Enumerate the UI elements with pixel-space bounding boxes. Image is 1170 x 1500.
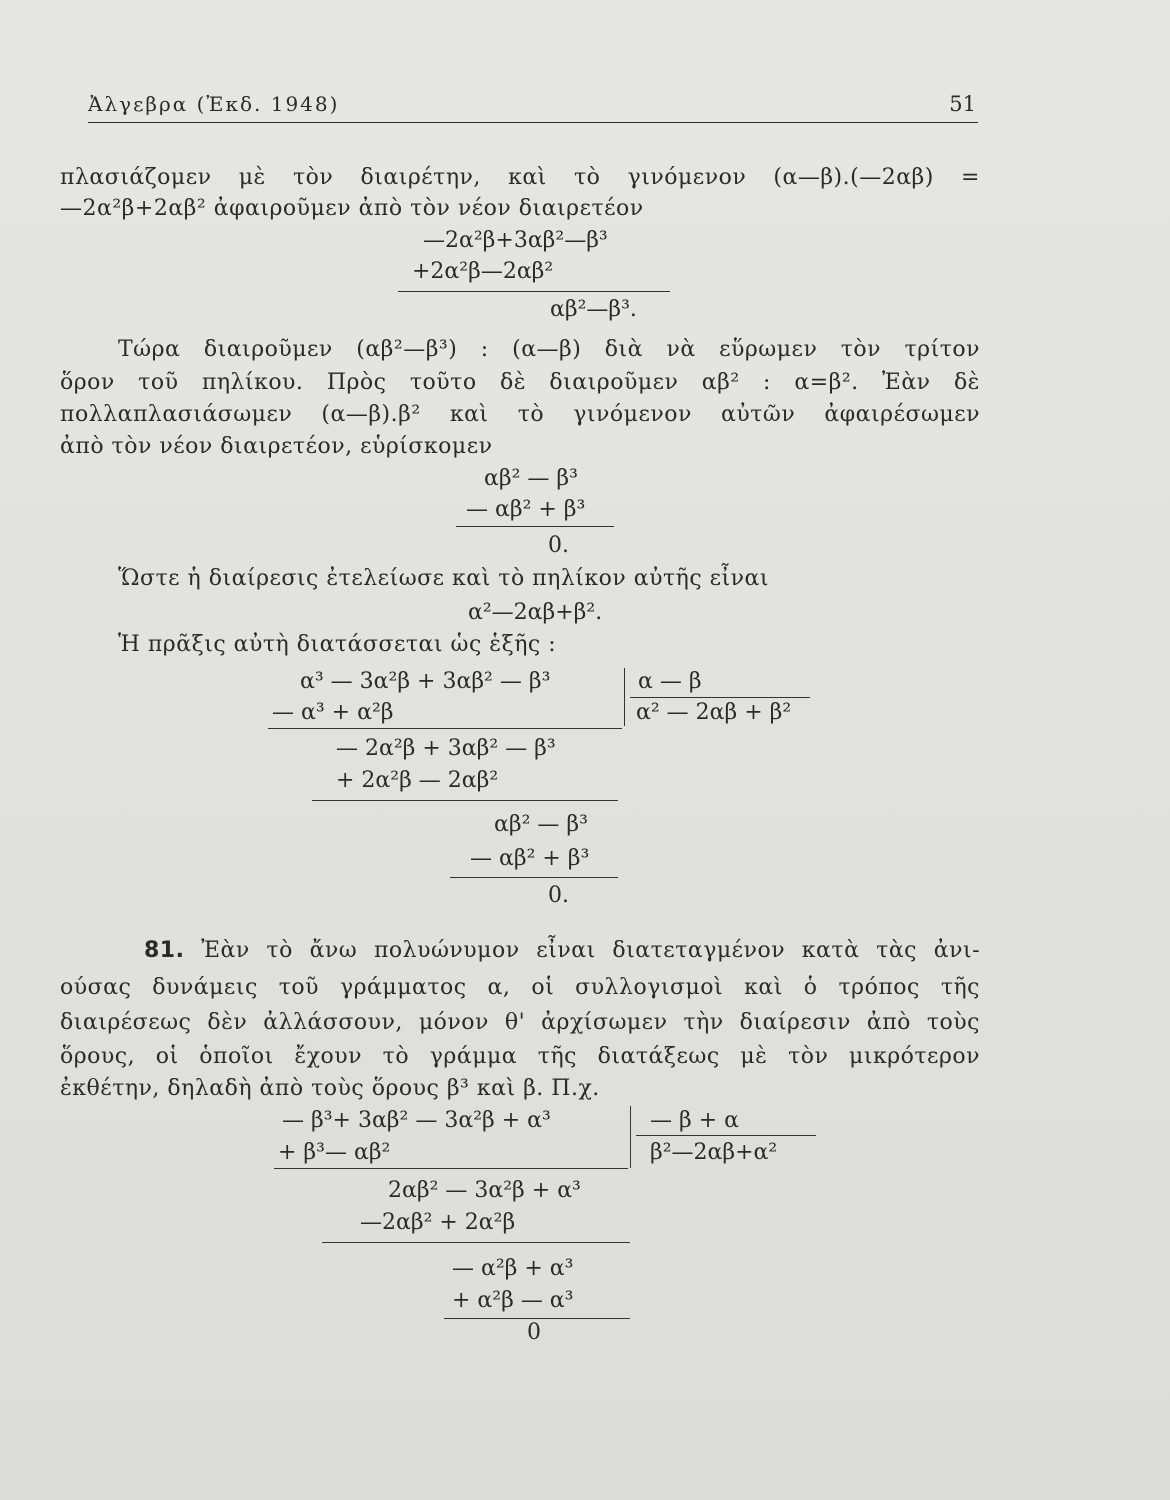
math-row: 0 (527, 1320, 541, 1345)
dividend-row: α³ — 3α²β + 3αβ² — β³ (300, 669, 551, 694)
divisor: α — β (638, 669, 702, 694)
running-header (88, 92, 978, 123)
math-row: +2α²β—2αβ² (412, 259, 554, 284)
section-number: 81. (144, 938, 185, 963)
math-row: 2αβ² — 3α²β + α³ (388, 1178, 581, 1203)
section-heading-line (144, 938, 980, 963)
text-line: ἐκθέτην, δηλαδὴ ἀπὸ τοὺς ὅρους β³ καὶ β. Π.χ. (60, 1076, 600, 1101)
text-line: —2α²β+2αβ² ἀφαιροῦμεν ἀπὸ τὸν νέον διαιρετέον (60, 196, 644, 221)
math-row: — αβ² + β³ (470, 846, 590, 871)
math-row: + 2α²β — 2αβ² (336, 768, 499, 793)
math-row: — αβ² + β³ (466, 497, 586, 522)
math-row: —2α²β+3αβ²—β³ (423, 228, 608, 253)
section-text: Ἐὰν τὸ ἄνω πολυώνυμον εἶναι διατεταγμένον κατὰ τὰς ἀνι- (201, 938, 981, 963)
math-row: 0. (548, 533, 569, 558)
division-bar (624, 668, 625, 726)
math-row: 0. (548, 883, 569, 908)
text-line: πλασιάζομεν μὲ τὸν διαιρέτην, καὶ τὸ γινόμενον (α—β).(—2αβ) = (60, 165, 980, 190)
subtraction-rule (456, 526, 614, 527)
divisor-rule (636, 1135, 816, 1136)
math-row: + β³— αβ² (278, 1140, 391, 1165)
quotient: β²—2αβ+α² (650, 1140, 778, 1165)
book-title: Ἀλγεβρα (Ἐκδ. 1948) (88, 92, 340, 116)
subtraction-rule (274, 1168, 628, 1169)
text-line: πολλαπλασιάσωμεν (α—β).β² καὶ τὸ γινόμενον αὐτῶν ἀφαιρέσωμεν (60, 402, 980, 427)
quotient: α² — 2αβ + β² (636, 700, 792, 725)
subtraction-rule (322, 1242, 630, 1243)
math-row: — α³ + α²β (272, 700, 394, 725)
text-line: Ἡ πρᾶξις αὐτὴ διατάσσεται ὡς ἑξῆς : (118, 632, 557, 657)
text-line: Ὥστε ἡ διαίρεσις ἐτελείωσε καὶ τὸ πηλίκον αὐτῆς εἶναι (118, 566, 770, 591)
text-line: ὅρους, οἱ ὁποῖοι ἔχουν τὸ γράμμα τῆς διατάξεως μὲ τὸν μικρότερον (60, 1044, 980, 1069)
math-row: — 2α²β + 3αβ² — β³ (336, 736, 556, 761)
divisor: — β + α (650, 1108, 739, 1133)
text-line: Τώρα διαιροῦμεν (αβ²—β³) : (α—β) διὰ νὰ εὕρωμεν τὸν τρίτον (118, 337, 980, 362)
divisor-rule (630, 697, 810, 698)
subtraction-rule (398, 291, 670, 292)
math-row: —2αβ² + 2α²β (360, 1210, 516, 1235)
page-number: 51 (949, 92, 976, 116)
text-line: ἀπὸ τὸν νέον διαιρετέον, εὑρίσκομεν (60, 434, 493, 459)
math-row: αβ² — β³ (494, 812, 588, 837)
math-row: αβ²—β³. (550, 297, 637, 322)
math-row: + α²β — α³ (452, 1288, 574, 1313)
subtraction-rule (268, 728, 622, 729)
dividend-row: — β³+ 3αβ² — 3α²β + α³ (282, 1108, 551, 1133)
text-line: ὅρον τοῦ πηλίκου. Πρὸς τοῦτο δὲ διαιροῦμεν αβ² : α=β². Ἐὰν δὲ (60, 370, 980, 395)
math-row: α²—2αβ+β². (468, 600, 603, 625)
subtraction-rule (444, 1318, 630, 1319)
subtraction-rule (312, 800, 618, 801)
math-row: αβ² — β³ (484, 466, 578, 491)
subtraction-rule (450, 877, 618, 878)
text-line: ούσας δυνάμεις τοῦ γράμματος α, οἱ συλλογισμοὶ καὶ ὁ τρόπος τῆς (60, 975, 980, 1000)
division-bar (630, 1106, 631, 1168)
math-row: — α²β + α³ (452, 1256, 574, 1281)
text-line: διαιρέσεως δὲν ἀλλάσσουν, μόνον θ' ἀρχίσωμεν τὴν διαίρεσιν ἀπὸ τοὺς (60, 1010, 980, 1035)
